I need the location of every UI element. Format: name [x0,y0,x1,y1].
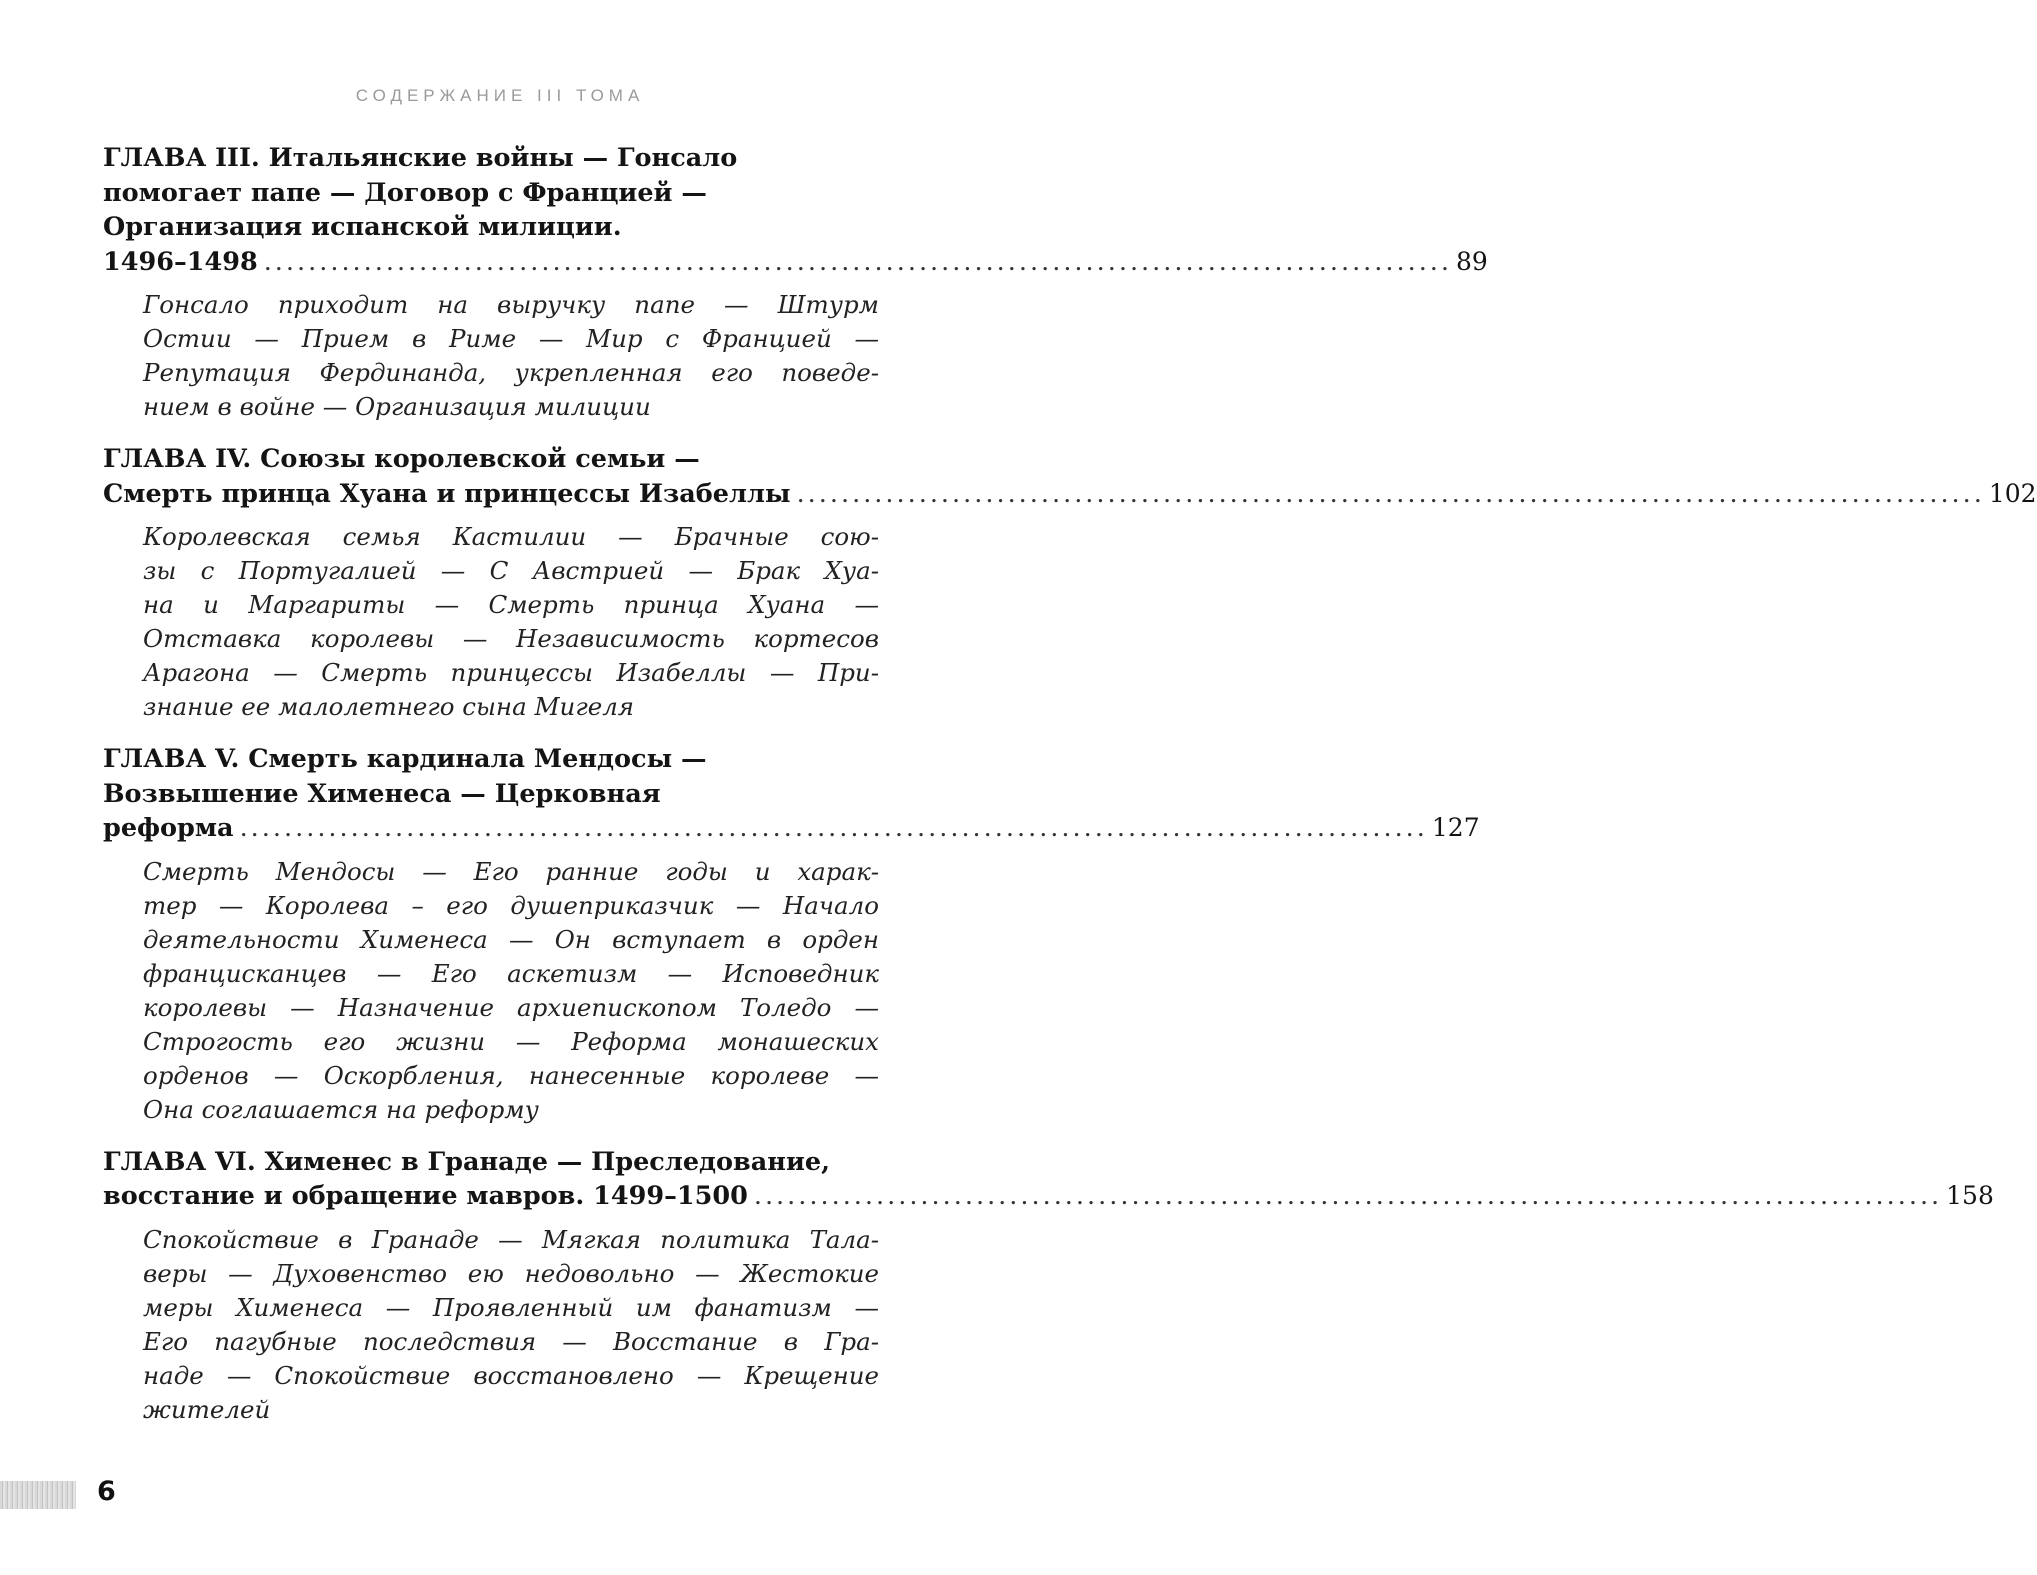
page-number: 6 [97,1476,116,1507]
chapter-leader-line[interactable] [103,811,1480,846]
summary-line: Королевская семья Кастилии — Брачные сою- [143,522,879,551]
chapter-page-number: 89 [1456,246,1488,276]
summary-line: наде — Спокойствие восстановлено — Крещение [143,1360,879,1390]
summary-line: тер — Королева – его душеприказчик — Начало [143,890,879,920]
chapter-summary [143,1223,879,1427]
running-head: СОДЕРЖАНИЕ III ТОМА [355,86,645,105]
chapter-summary [143,520,879,724]
summary-line: королевы — Назначение архиепископом Толедо — [143,992,879,1022]
chapter-leader-line[interactable] [103,477,2037,512]
summary-line: орденов — Оскорбления, нанесенные королеве — [143,1060,879,1090]
summary-line: Отставка королевы — Независимость кортесов [143,624,879,653]
summary-line: на и Маргариты — Смерть принца Хуана — [143,590,879,619]
chapter-title-line: Возвышение Хименеса — Церковная [103,778,661,809]
chapter-entry [103,141,1488,424]
chapter-title-line: Организация испанской милиции. [103,212,622,242]
chapter-leader-line[interactable] [103,1179,1994,1214]
chapter-page-number: 127 [1431,813,1480,842]
chapter-title-end: Смерть принца Хуана и принцессы Изабеллы [103,478,791,509]
chapter-page-number: 158 [1946,1181,1994,1210]
summary-line: Репутация Фердинанда, укрепленная его поведе- [143,358,879,387]
summary-line: Строгость его жизни — Реформа монашеских [143,1026,879,1056]
summary-line: жителей [143,1394,271,1424]
summary-line: Она соглашается на реформу [143,1094,539,1124]
dot-leader: ........................................................................................................... [263,246,1453,277]
summary-line: Спокойствие в Гранаде — Мягкая политика Тала- [143,1224,879,1254]
chapter-summary [143,855,879,1127]
chapter-leader-line[interactable] [103,245,1488,280]
summary-line: знание ее малолетнего сына Мигеля [143,692,635,721]
table-of-contents [103,141,2037,1445]
summary-line: Гонсало приходит на выручку папе — Штурм [143,290,879,319]
gray-corner-mark [0,1481,76,1509]
summary-line: нием в войне — Организация милиции [143,392,651,421]
chapter-entry [103,442,2037,724]
dot-leader: ........................................................................................................... [239,813,1428,843]
chapter-entry [103,742,1480,1127]
dot-leader: ........................................................................................................... [753,1181,1943,1211]
chapter-title-end: реформа [103,813,234,843]
dot-leader: ........................................................................................................... [796,478,1985,509]
chapter-title-line: ГЛАВА III. Итальянские войны — Гонсало [103,143,738,173]
chapter-title-line: ГЛАВА IV. Союзы королевской семьи — [103,444,700,474]
summary-line: Арагона — Смерть принцессы Изабеллы — При- [143,658,879,687]
chapter-entry [103,1145,1994,1427]
chapter-title-line: ГЛАВА V. Смерть кардинала Мендосы — [103,744,707,774]
chapter-title-end: восстание и обращение мавров. 1499–1500 [103,1181,748,1211]
summary-line: меры Хименеса — Проявленный им фанатизм — [143,1292,879,1322]
summary-line: Остии — Прием в Риме — Мир с Францией — [143,324,879,353]
chapter-title-line: ГЛАВА VI. Хименес в Гранаде — Преследование, [103,1146,830,1177]
chapter-summary [143,288,879,424]
chapter-title-end: 1496–1498 [103,246,258,277]
chapter-title-line: помогает папе — Договор с Францией — [103,177,707,208]
summary-line: зы с Португалией — С Австрией — Брак Хуа- [143,556,879,585]
summary-line: Его пагубные последствия — Восстание в Гра- [143,1326,879,1356]
summary-line: Смерть Мендосы — Его ранние годы и харак- [143,856,879,886]
summary-line: деятельности Хименеса — Он вступает в орден [143,924,879,954]
summary-line: францисканцев — Его аскетизм — Исповедник [143,958,879,988]
summary-line: веры — Духовенство ею недовольно — Жестокие [143,1258,879,1288]
chapter-page-number: 102 [1988,478,2037,508]
